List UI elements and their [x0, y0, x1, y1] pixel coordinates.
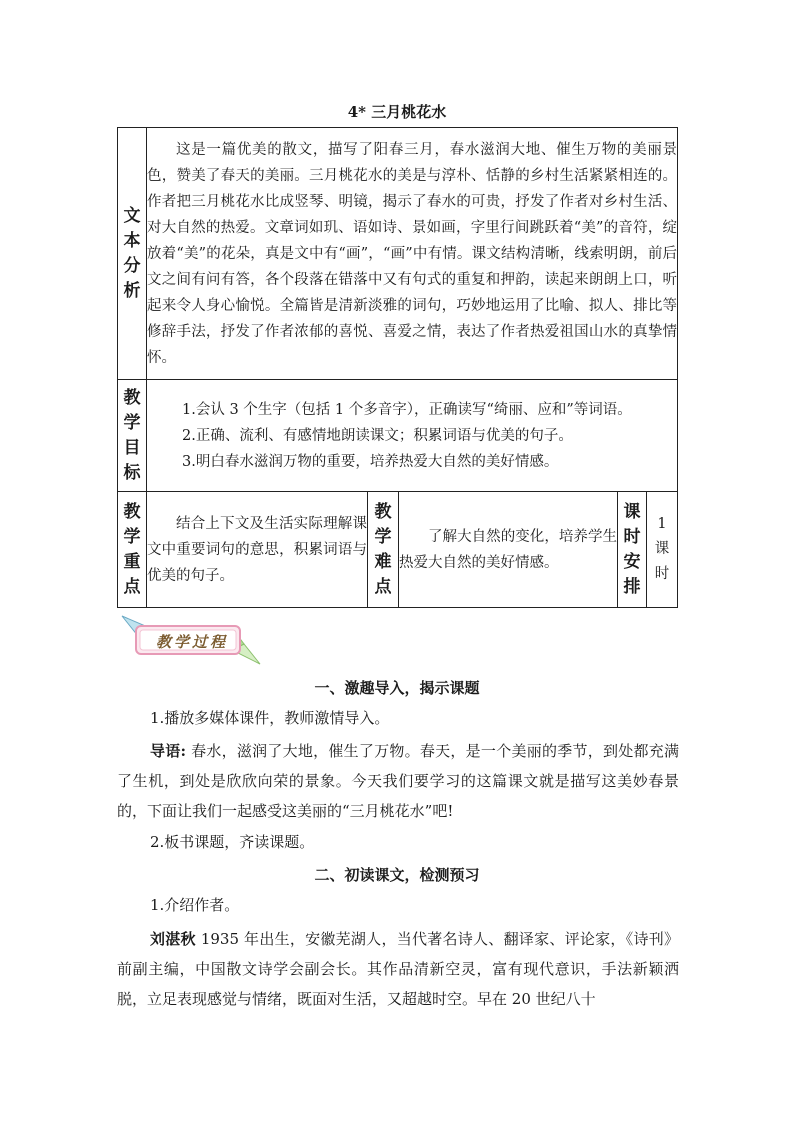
intro-text: 春水，滋润了大地，催生了万物。春天，是一个美丽的季节，到处都充满了生机，到处是欣欣向荣的景象。今天我们要学习的这篇课文就是描写这美妙春景的，下面让我们一起感受这美丽的“三月桃花水”吧! — [117, 742, 679, 820]
hours-value: 1 课 时 — [647, 492, 678, 608]
goals-cell — [147, 380, 678, 492]
author-label: 刘湛秋 — [150, 930, 196, 948]
difficult-label: 教 学 难 点 — [368, 492, 399, 608]
lesson-title: 4* 三月桃花水 — [347, 103, 447, 121]
author-intro — [117, 924, 679, 1014]
analysis-text: 这是一篇优美的散文，描写了阳春三月，春水滋润大地、催生万物的美丽景色，赞美了春天的美丽。三月桃花水的美是与淳朴、恬静的乡村生活紧紧相连的。作者把三月桃花水比成竖琴、明镜，揭示了春水的可贵，抒发了作者对乡村生活、对大自然的热爱。文章词如玑、语如诗、景如画，字里行间跳跃着“美”的音符，绽放着“美”的花朵，真是文中有“画”，“画”中有情。课文结构清晰，线索明朗，前后文之间有问有答，各个段落在错落中又有句式的重复和押韵，读起来朗朗上口，听起来令人身心愉悦。全篇皆是清新淡雅的词句，巧妙地运用了比喻、拟人、排比等修辞手法，抒发了作者浓郁的喜悦、喜爱之情，表达了作者热爱祖国山水的真挚情怀。 — [147, 128, 678, 380]
analysis-label: 文 本 分 析 — [118, 128, 147, 380]
section1-heading: 一、激趣导入，揭示课题 — [314, 679, 480, 697]
section2-step1: 1.介绍作者。 — [150, 896, 240, 914]
author-text: 1935 年出生，安徽芜湖人，当代著名诗人、翻译家、评论家，《诗刊》前副主编，中国散文诗学会副会长。其作品清新空灵，富有现代意识，手法新颖洒脱，立足表现感觉与情绪，既面对生活，又超越时空。早在 20 世纪八十 — [117, 930, 679, 1008]
key-label: 教 学 重 点 — [118, 492, 147, 608]
goal-item: 2.正确、流利、有感情地朗读课文；积累词语与优美的句子。 — [182, 427, 573, 444]
goal-item: 1.会认 3 个生字（包括 1 个多音字），正确读写“绮丽、应和”等词语。 — [182, 401, 632, 418]
hours-label: 课 时 安 排 — [618, 492, 647, 608]
difficult-text: 了解大自然的变化，培养学生热爱大自然的美好情感。 — [399, 492, 618, 608]
teaching-process-badge — [120, 614, 262, 670]
lesson-plan-table — [117, 127, 678, 608]
goal-item: 3.明白春水滋润万物的重要，培养热爱大自然的美好情感。 — [182, 453, 559, 470]
section1-intro — [117, 736, 679, 826]
goals-label: 教 学 目 标 — [118, 380, 147, 492]
section1-step1: 1.播放多媒体课件，教师激情导入。 — [150, 709, 390, 727]
badge-label: 教学过程 — [155, 633, 228, 651]
section1-step2: 2.板书课题，齐读课题。 — [150, 833, 315, 851]
key-text: 结合上下文及生活实际理解课文中重要词句的意思，积累词语与优美的句子。 — [147, 492, 368, 608]
intro-label: 导语: — [150, 742, 187, 760]
section2-heading: 二、初读课文，检测预习 — [314, 866, 480, 884]
